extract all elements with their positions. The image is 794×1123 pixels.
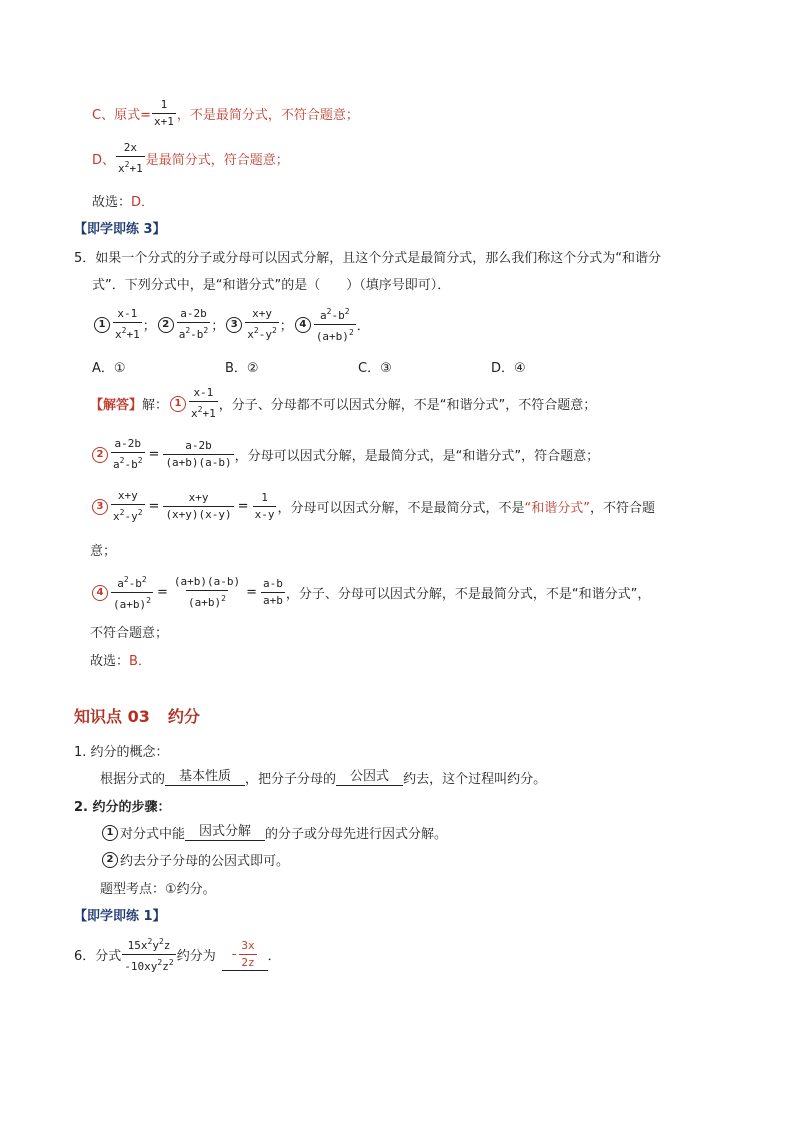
solution-line3: 3 $\frac{x+y}{x^2-y^2}$ = $\frac{x+y}{(x+y)(x-y)}$ = $\frac{1}{x-y}$ ，分母可以因式分解，不是最简分式，不是 “和谐分式” ，不符合题 [90, 489, 655, 524]
fraction: $\frac{x-1}{x^2+1}$ [115, 307, 140, 341]
q5-options [92, 357, 624, 376]
solution-line4: 4 $\frac{a^2-b^2}{(a+b)^2}$ = $\frac{(a+b)(a-b)}{(a+b)^2}$ = $\frac{a-b}{a+b}$ ，分子、分母可以因式分解，不是最简分式，不是“和谐分式”， [90, 573, 650, 612]
option-d-prefix: D、 [92, 153, 116, 168]
option-c-prefix: C、原式= [92, 108, 151, 123]
solution-line2: 2 $\frac{a-2b}{a^2-b^2}$ = $\frac{a-2b}{(a+b)(a-b)}$ ，分母可以因式分解，是最简分式，是“和谐分式”，符合题意； [90, 437, 599, 472]
fraction: $\frac{x+y}{(x+y)(x-y)}$ [165, 491, 232, 521]
solution-line4-cont: 不符合题意； [90, 626, 169, 641]
concept-text: 根据分式的 基本性质 ，把分子分母的 公因式 约去，这个过程叫约分。 [100, 769, 547, 787]
option-d-suffix: 是最简分式，符合题意； [145, 153, 289, 168]
option-c: C．③ [358, 361, 392, 376]
fraction: $\frac{a-b}{a+b}$ [263, 577, 283, 607]
concept-heading-1: 1. 约分的概念： [74, 745, 169, 760]
answer-line: 故选： D． [92, 195, 155, 210]
kaodian-text: 题型考点：①约分。 [100, 882, 216, 897]
fraction: $\frac{x+y}{x^2-y^2}$ [247, 307, 277, 341]
solution-answer: 故选： B． [90, 654, 151, 669]
fraction: $\frac{a^2-b^2}{(a+b)^2}$ [113, 575, 151, 611]
option-b: B．② [225, 361, 259, 376]
blank-answer: 基本性质 [165, 769, 245, 786]
fraction: $\frac{x-1}{x^2+1}$ [191, 386, 216, 420]
blank-answer: 公因式 [336, 769, 403, 786]
step-1: 1 对分式中能 因式分解 的分子或分母先进行因式分解。 [100, 823, 447, 842]
fraction: $\frac{a-2b}{a^2-b^2}$ [178, 307, 209, 341]
solution-line3-cont: 意； [90, 544, 117, 559]
option-d-line [92, 141, 289, 176]
fraction: $\frac{(a+b)(a-b)}{(a+b)^2}$ [173, 575, 241, 609]
option-c-suffix: ，不是最简分式，不符合题意； [176, 108, 359, 123]
practice-3-heading: 【即学即练 3】 [74, 222, 166, 237]
fraction: $\frac{3x}{2z}$ [241, 938, 255, 969]
section-heading: 知识点 03 约分 [74, 707, 200, 726]
concept-heading-2: 2. 约分的步骤： [74, 800, 171, 815]
fraction: $\frac{a-2b}{(a+b)(a-b)}$ [165, 439, 232, 469]
fraction: $\frac{a^2-b^2}{(a+b)^2}$ [315, 307, 354, 343]
solution-line1: 【解答】 解： 1 $\frac{x-1}{x^2+1}$ ，分子、分母都不可以因式分解，不是“和谐分式”，不符合题意； [90, 386, 597, 420]
fraction: $\frac{2x}{x^2+1}$ [118, 141, 143, 175]
step-2: 2 约去分子分母的公因式即可。 [100, 850, 289, 869]
q6-answer-blank: - $\frac{3x}{2z}$ [222, 939, 268, 971]
fraction: $\frac{1}{x-y}$ [254, 491, 275, 521]
blank-answer: 因式分解 [185, 824, 265, 841]
option-d: D．④ [491, 361, 526, 376]
fraction: $\frac{x+y}{x^2-y^2}$ [113, 489, 143, 523]
q5-line1: 5． 如果一个分式的分子或分母可以因式分解，且这个分式是最简分式，那么我们称这个分式为“和谐分 [74, 251, 662, 266]
fraction: $\frac{a-2b}{a^2-b^2}$ [113, 437, 143, 471]
fraction: $\frac{15x^2y^2z}{-10xy^2z^2}$ [124, 937, 174, 973]
practice-1-heading: 【即学即练 1】 [74, 909, 166, 924]
option-a: A．① [92, 361, 126, 376]
option-c-line [92, 98, 359, 129]
q6-line: 6． 分式 $\frac{15x^2y^2z}{-10xy^2z^2}$ 约分为 - $\frac{3x}{2z}$ ． [74, 937, 281, 973]
q5-line2: 式”．下列分式中，是“和谐分式”的是（ ）（填序号即可）． [92, 278, 451, 293]
q5-fractions: 1 $\frac{x-1}{x^2+1}$ ； 2 $\frac{a-2b}{a^2-b^2}$ ； 3 $\frac{x+y}{x^2-y^2}$ ； 4 $\frac{a^2-b^2}{(a+b)^2}$ ． [92, 305, 370, 344]
fraction: $\frac{1}{x+1}$ [153, 98, 174, 128]
